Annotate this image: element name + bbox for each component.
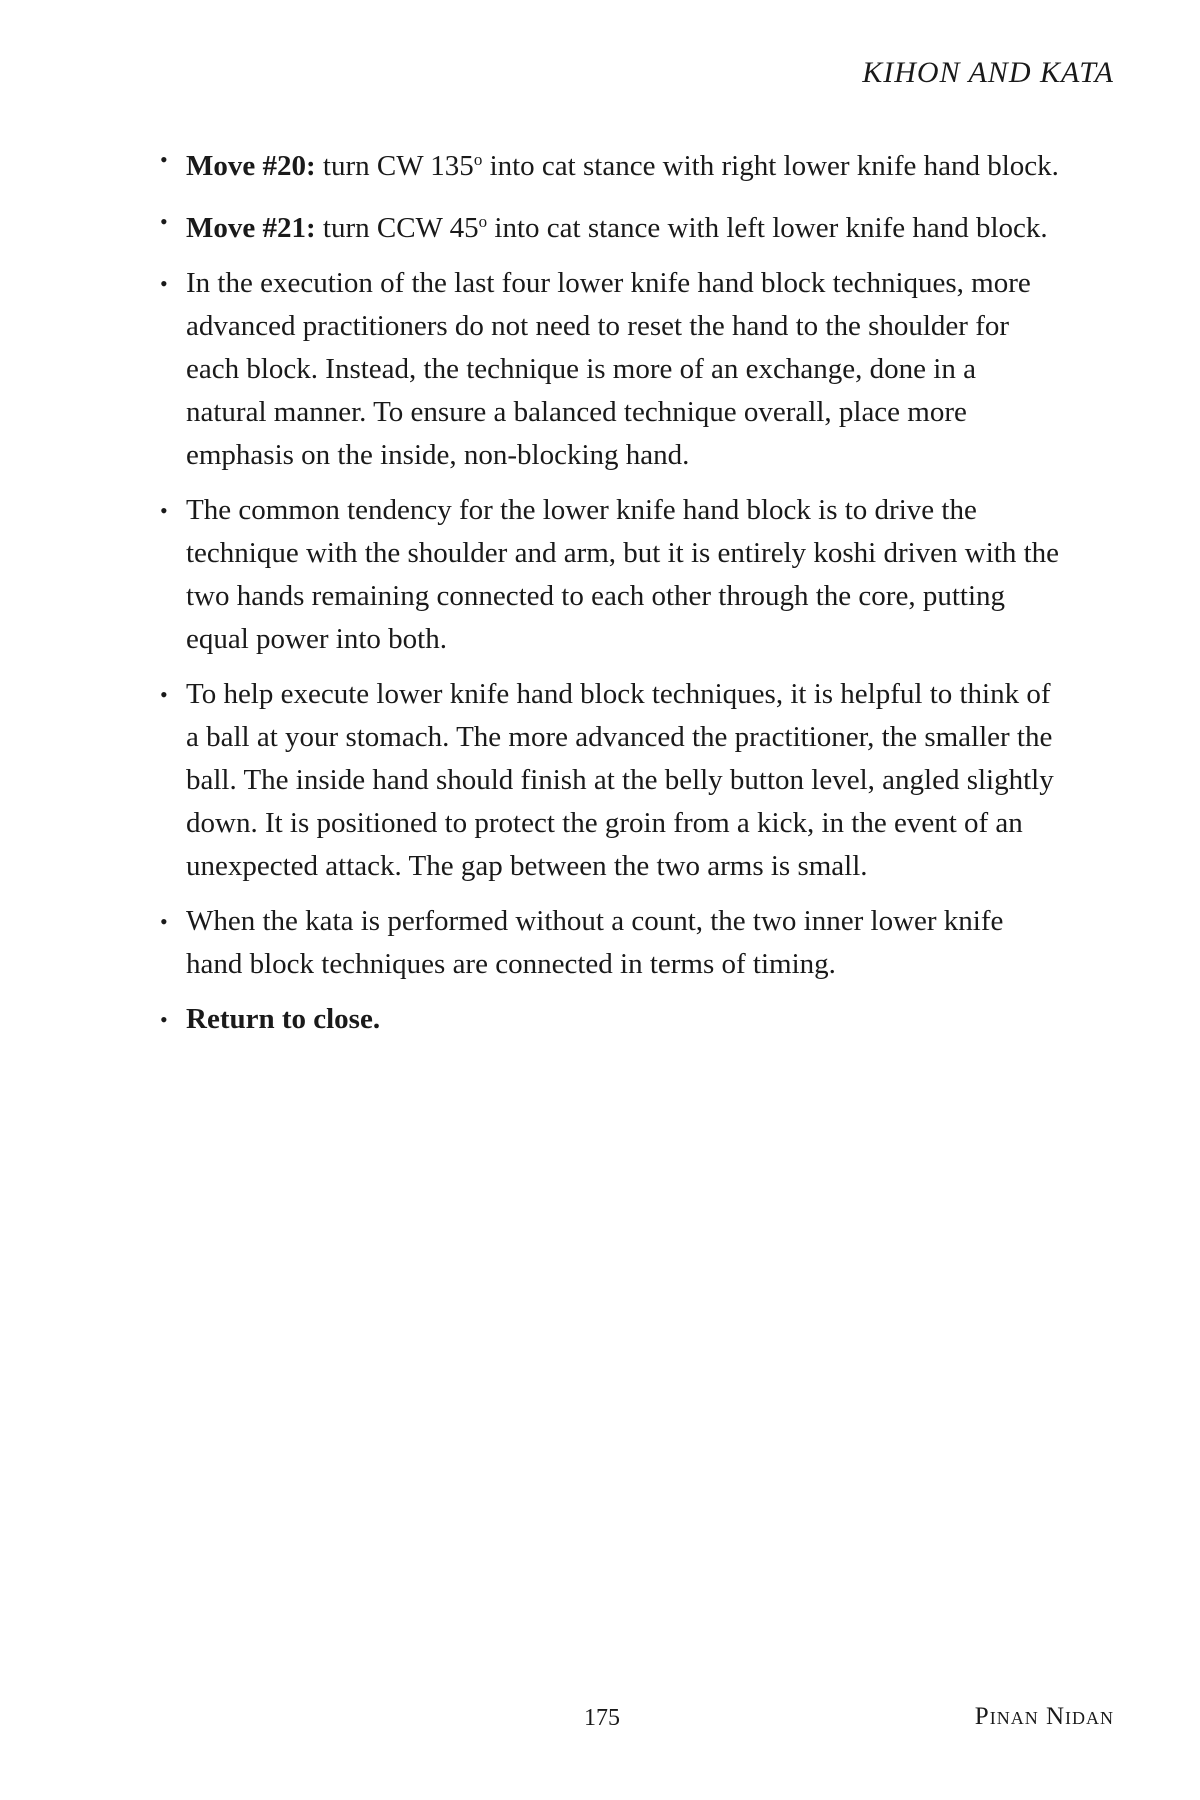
move-label: Move #20: [186,150,316,182]
move-text: turn CCW 45 [315,212,479,244]
bullet-icon: • [160,498,168,523]
page-number: 175 [584,1705,620,1731]
bullet-icon: • [160,1007,168,1032]
degree-symbol: o [473,150,483,169]
bullet-icon: • [160,209,168,234]
bullet-icon: • [160,909,168,934]
list-item [158,262,1060,477]
bullet-list [158,138,1060,1053]
list-item [158,900,1060,986]
list-item [158,138,1060,188]
list-item [158,489,1060,661]
move-text: turn CW 135 [315,150,474,182]
list-item [158,200,1060,250]
bullet-icon: • [160,147,168,172]
running-head: KIHON AND KATA [862,56,1114,89]
move-text: into cat stance with left lower knife hand block. [487,212,1048,244]
paragraph-text: In the execution of the last four lower knife hand block techniques, more advanced practitioners do not need to reset the hand to the shoulder for each block. Instead, the technique is more of an exchange, done in a natural manner. To ensure a balanced technique overall, place more emphasis on the inside, non-blocking hand. [186,267,1031,471]
bullet-icon: • [160,271,168,296]
degree-symbol: o [478,212,488,231]
bullet-icon: • [160,682,168,707]
paragraph-text: To help execute lower knife hand block techniques, it is helpful to think of a ball at your stomach. The more advanced the practitioner, the smaller the ball. The inside hand should finish at the belly button level, angled slightly down. It is positioned to protect the groin from a kick, in the event of an unexpected attack. The gap between the two arms is small. [186,678,1054,882]
list-item [158,673,1060,888]
paragraph-text: The common tendency for the lower knife hand block is to drive the technique with the shoulder and arm, but it is entirely koshi driven with the two hands remaining connected to each other through the core, putting equal power into both. [186,494,1060,655]
section-title: Pinan Nidan [974,1703,1114,1730]
move-text: into cat stance with right lower knife hand block. [482,150,1059,182]
move-label: Move #21: [186,212,316,244]
paragraph-text: When the kata is performed without a count, the two inner lower knife hand block techniques are connected in terms of timing. [186,905,1004,980]
closing-instruction: Return to close. [186,1003,381,1035]
list-item [158,998,1060,1041]
